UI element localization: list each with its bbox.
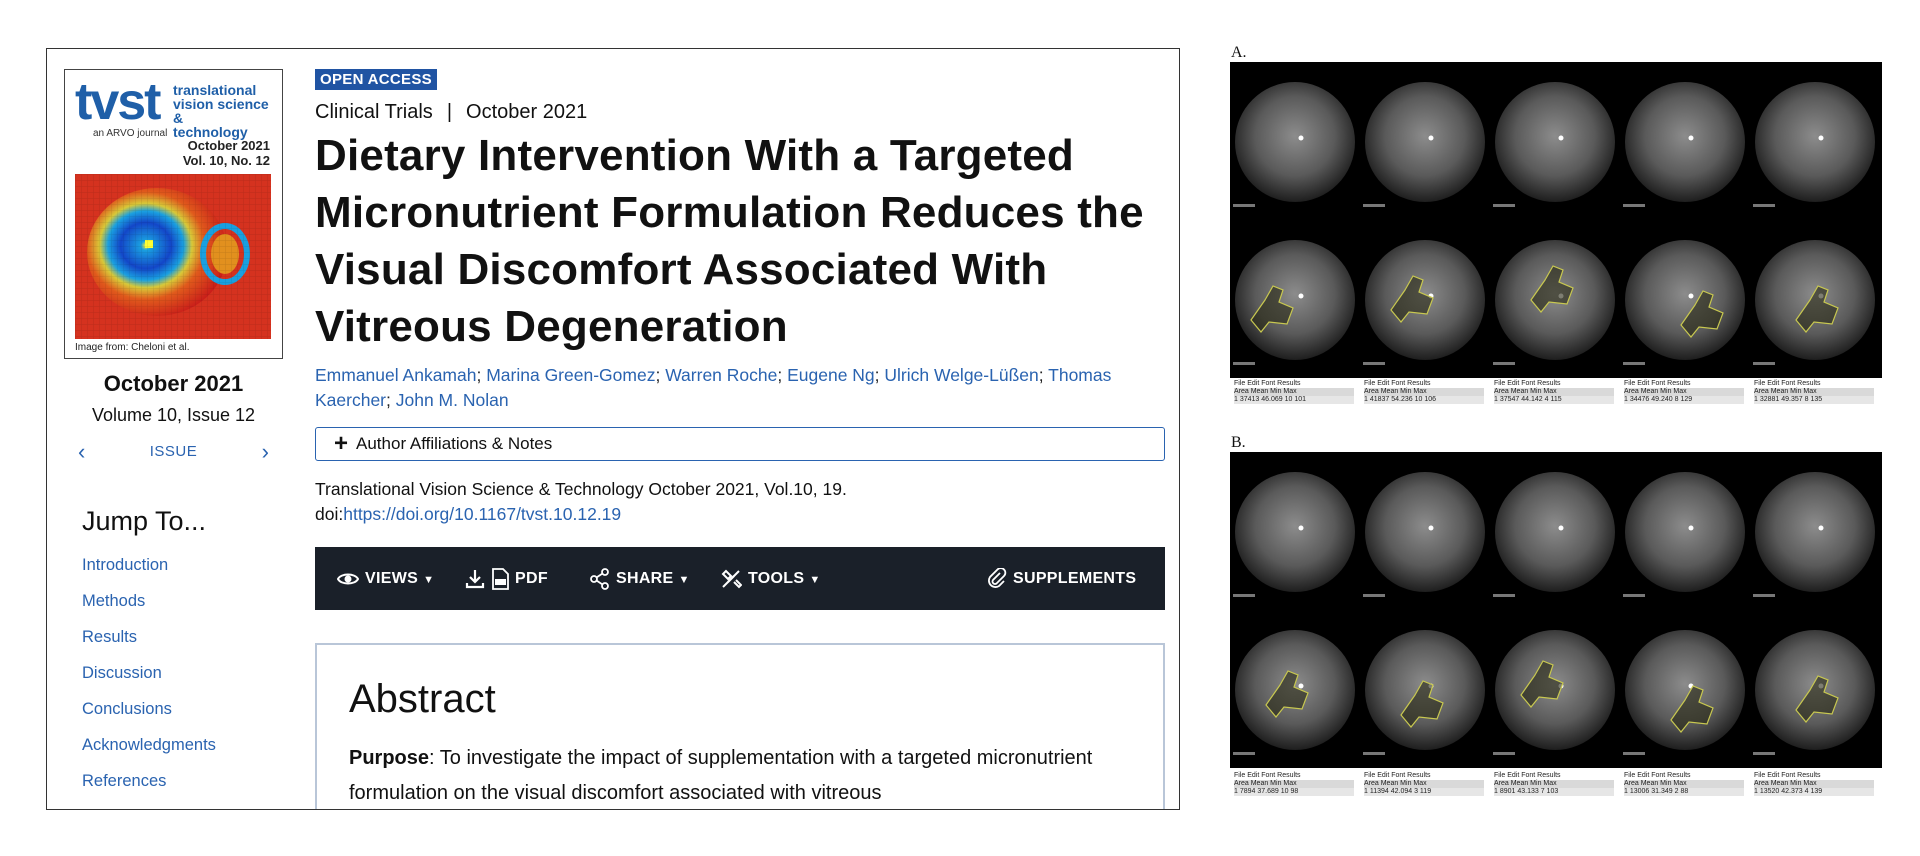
share-button[interactable]: SHARE ▼	[590, 547, 690, 610]
open-access-badge: OPEN ACCESS	[315, 69, 437, 90]
light-reflex	[1559, 136, 1564, 141]
fundus-image	[1755, 82, 1875, 202]
download-icon	[465, 569, 485, 589]
author-link[interactable]: Eugene Ng	[787, 365, 875, 385]
doi-prefix: doi:	[315, 504, 344, 524]
fundus-image	[1235, 472, 1355, 592]
results-value-row: 1 34476 49.240 8 129	[1624, 396, 1744, 404]
image-timestamp-mark	[1753, 362, 1775, 365]
image-timestamp-mark	[1363, 362, 1385, 365]
results-table	[1624, 772, 1744, 806]
fundus-image	[1625, 472, 1745, 592]
image-timestamp-mark	[1363, 752, 1385, 755]
cover-credit: Image from: Cheloni et al.	[75, 342, 190, 353]
jump-link-results[interactable]: Results	[82, 628, 138, 646]
issue-date: October 2021	[103, 371, 244, 396]
results-table	[1234, 772, 1354, 806]
article-date: October 2021	[466, 101, 588, 123]
fundus-image	[1755, 472, 1875, 592]
fundus-image	[1625, 240, 1745, 360]
fundus-image	[1625, 82, 1745, 202]
fundus-image	[1235, 240, 1355, 360]
fundus-image	[1625, 630, 1745, 750]
results-menu-row: File Edit Font Results	[1624, 380, 1691, 387]
image-timestamp-mark	[1753, 752, 1775, 755]
cover-logo: tvst	[75, 73, 160, 131]
citation-text: Translational Vision Science & Technology October 2021, Vol.10, 19.	[315, 479, 847, 499]
results-menu-row: File Edit Font Results	[1364, 380, 1431, 387]
results-value-row: 1 37547 44.142 4 115	[1494, 396, 1614, 404]
results-tables-b	[1230, 772, 1882, 806]
results-menu-row: File Edit Font Results	[1754, 772, 1821, 779]
journal-cover[interactable]	[64, 69, 283, 359]
fundus-image	[1235, 82, 1355, 202]
author-link[interactable]: Emmanuel Ankamah	[315, 365, 477, 385]
cover-image	[75, 174, 271, 339]
light-reflex	[1299, 526, 1304, 531]
image-timestamp-mark	[1623, 362, 1645, 365]
image-timestamp-mark	[1493, 362, 1515, 365]
cover-arvo: an ARVO journal	[93, 128, 168, 139]
jump-to-heading: Jump To...	[82, 506, 207, 536]
light-reflex	[1299, 294, 1304, 299]
results-header-row: Area Mean Min Max	[1364, 388, 1484, 396]
light-reflex	[1559, 526, 1564, 531]
results-header-row: Area Mean Min Max	[1494, 780, 1614, 788]
author-link[interactable]: Marina Green-Gomez	[486, 365, 656, 385]
results-menu-row: File Edit Font Results	[1494, 772, 1561, 779]
light-reflex	[1689, 136, 1694, 141]
jump-link-introduction[interactable]: Introduction	[82, 556, 169, 574]
results-table	[1754, 772, 1874, 806]
next-issue-icon[interactable]: ›	[261, 439, 269, 464]
results-value-row: 1 37413 46.069 10 101	[1234, 396, 1354, 404]
results-header-row: Area Mean Min Max	[1754, 388, 1874, 396]
abstract-heading: Abstract	[349, 677, 496, 721]
results-menu-row: File Edit Font Results	[1754, 380, 1821, 387]
doi-link[interactable]: https://doi.org/10.1167/tvst.10.12.19	[343, 504, 622, 524]
results-header-row: Area Mean Min Max	[1754, 780, 1874, 788]
light-reflex	[1689, 294, 1694, 299]
fundus-image	[1365, 472, 1485, 592]
image-timestamp-mark	[1623, 752, 1645, 755]
fundus-image	[1495, 82, 1615, 202]
results-value-row: 1 11394 42.094 3 119	[1364, 788, 1484, 796]
results-table	[1234, 380, 1354, 414]
pdf-button[interactable]: PDF	[465, 547, 548, 610]
category-separator: |	[446, 101, 453, 123]
abstract-section	[315, 643, 1165, 810]
jump-link-acknowledgments[interactable]: Acknowledgments	[82, 736, 216, 754]
figure-panel-b	[1230, 452, 1882, 768]
image-timestamp-mark	[1753, 204, 1775, 207]
results-table	[1364, 772, 1484, 806]
author-link[interactable]: John M. Nolan	[395, 390, 509, 410]
paperclip-icon	[987, 568, 1007, 590]
results-value-row: 1 13006 31.349 2 88	[1624, 788, 1744, 796]
issue-volume: Volume 10, Issue 12	[91, 405, 256, 425]
figure-label-a: A.	[1231, 44, 1247, 61]
jump-link-conclusions[interactable]: Conclusions	[82, 700, 172, 718]
caret-down-icon: ▼	[809, 574, 821, 586]
light-reflex	[1299, 684, 1304, 689]
pdf-file-icon	[491, 568, 509, 590]
image-timestamp-mark	[1493, 594, 1515, 597]
light-reflex	[1819, 136, 1824, 141]
image-timestamp-mark	[1493, 752, 1515, 755]
fundus-image	[1495, 472, 1615, 592]
results-value-row: 1 7894 37.689 10 98	[1234, 788, 1354, 796]
author-link[interactable]: Thomas Kaercher	[315, 365, 1112, 410]
image-timestamp-mark	[1623, 594, 1645, 597]
results-header-row: Area Mean Min Max	[1624, 780, 1744, 788]
citation	[315, 477, 1165, 527]
article-category	[315, 101, 587, 124]
results-header-row: Area Mean Min Max	[1494, 388, 1614, 396]
results-menu-row: File Edit Font Results	[1234, 380, 1301, 387]
results-header-row: Area Mean Min Max	[1234, 780, 1354, 788]
results-value-row: 1 32881 49.357 8 135	[1754, 396, 1874, 404]
caret-down-icon: ▼	[678, 574, 690, 586]
jump-to-list	[82, 554, 216, 806]
views-button[interactable]: VIEWS ▼	[337, 547, 434, 610]
previous-issue-icon[interactable]: ‹	[78, 439, 86, 464]
light-reflex	[1819, 526, 1824, 531]
results-table	[1624, 380, 1744, 414]
abstract-purpose: Purpose: To investigate the impact of supplementation with a targeted micronutrient formulation on the visual discomfort associated with vitreous	[349, 747, 1093, 804]
figure-label-b: B.	[1231, 434, 1246, 451]
results-header-row: Area Mean Min Max	[1364, 780, 1484, 788]
tools-button[interactable]: TOOLS ▼	[720, 547, 821, 610]
results-menu-row: File Edit Font Results	[1234, 772, 1301, 779]
tools-icon	[720, 568, 742, 590]
results-table	[1494, 380, 1614, 414]
jump-link-discussion[interactable]: Discussion	[82, 664, 162, 682]
light-reflex	[1689, 526, 1694, 531]
results-menu-row: File Edit Font Results	[1494, 380, 1561, 387]
figure-panel-a	[1230, 62, 1882, 378]
results-header-row: Area Mean Min Max	[1624, 388, 1744, 396]
results-value-row: 1 41837 54.236 10 106	[1364, 396, 1484, 404]
eye-icon	[337, 571, 359, 587]
issue-link[interactable]: ISSUE	[149, 443, 198, 460]
share-icon	[590, 568, 610, 590]
light-reflex	[1429, 526, 1434, 531]
author-link[interactable]: Warren Roche	[665, 365, 778, 385]
affiliations-label: Author Affiliations & Notes	[356, 434, 553, 453]
results-menu-row: File Edit Font Results	[1624, 772, 1691, 779]
image-timestamp-mark	[1233, 204, 1255, 207]
image-timestamp-mark	[1493, 204, 1515, 207]
image-timestamp-mark	[1233, 594, 1255, 597]
author-list: Emmanuel Ankamah; Marina Green-Gomez; Warren Roche; Eugene Ng; Ulrich Welge-Lüßen; Thomas Kaercher; John M. Nolan	[315, 365, 1112, 410]
results-header-row: Area Mean Min Max	[1234, 388, 1354, 396]
article-page-screenshot	[46, 48, 1180, 810]
results-tables-a	[1230, 380, 1882, 414]
author-affiliations-toggle[interactable]	[315, 427, 1165, 461]
category-label[interactable]: Clinical Trials	[315, 101, 433, 123]
results-table	[1364, 380, 1484, 414]
results-value-row: 1 8901 43.133 7 103	[1494, 788, 1614, 796]
plus-icon: +	[334, 430, 349, 457]
results-table	[1754, 380, 1874, 414]
light-reflex	[1429, 136, 1434, 141]
image-timestamp-mark	[1623, 204, 1645, 207]
issue-navigation	[64, 439, 283, 463]
cover-logo-text: translational vision science & technology	[173, 82, 269, 140]
fundus-image	[1365, 82, 1485, 202]
image-timestamp-mark	[1363, 594, 1385, 597]
caret-down-icon: ▼	[423, 574, 435, 586]
light-reflex	[1299, 136, 1304, 141]
author-link[interactable]: Ulrich Welge-Lüßen	[884, 365, 1039, 385]
results-menu-row: File Edit Font Results	[1364, 772, 1431, 779]
results-value-row: 1 13520 42.373 4 139	[1754, 788, 1874, 796]
image-timestamp-mark	[1233, 362, 1255, 365]
jump-link-references[interactable]: References	[82, 772, 167, 790]
jump-link-methods[interactable]: Methods	[82, 592, 146, 610]
image-timestamp-mark	[1233, 752, 1255, 755]
article-title: Dietary Intervention With a Targeted Micronutrient Formulation Reduces the Visual Discomfort Associated With Vitreous Degeneration	[315, 131, 1144, 351]
supplements-button[interactable]: SUPPLEMENTS	[987, 547, 1136, 610]
image-timestamp-mark	[1753, 594, 1775, 597]
image-timestamp-mark	[1363, 204, 1385, 207]
results-table	[1494, 772, 1614, 806]
article-toolbar	[315, 547, 1165, 610]
cover-date: October 2021 Vol. 10, No. 12	[182, 138, 270, 168]
